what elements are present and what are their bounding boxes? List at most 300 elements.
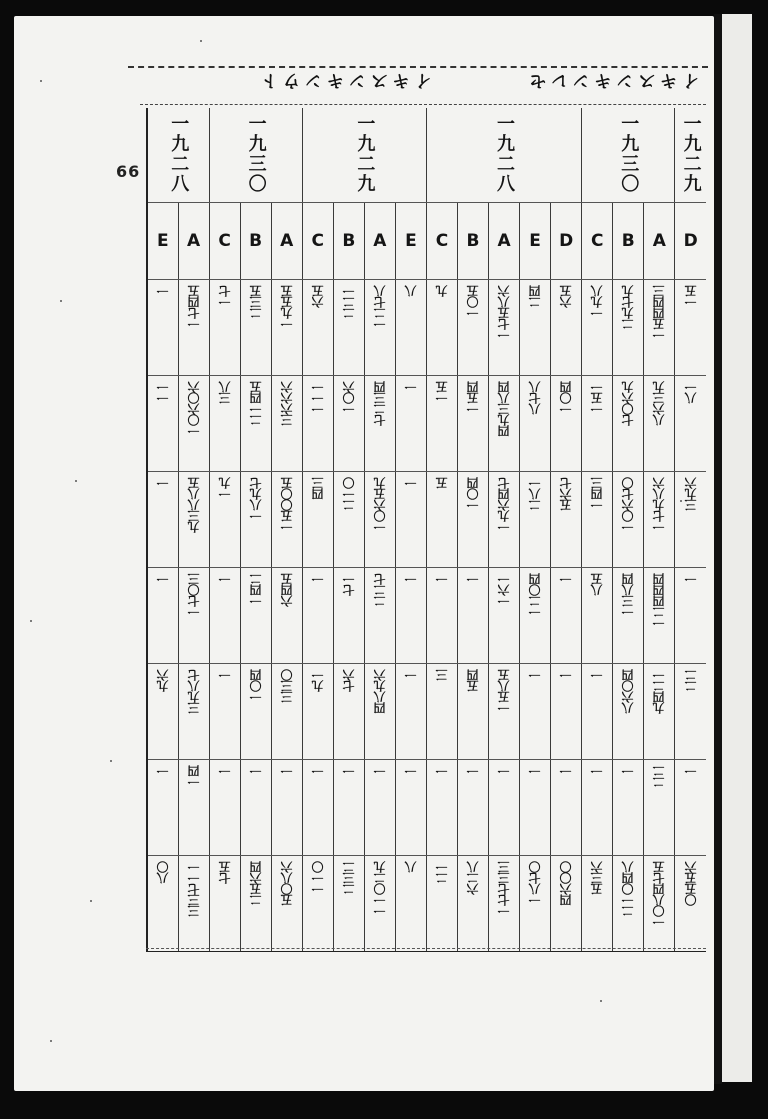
table-cell — [240, 568, 271, 664]
cell-value: 一 — [248, 766, 263, 777]
class-header-cell: E — [395, 203, 426, 280]
cell-value: 八七八 — [528, 382, 543, 415]
table-cell — [178, 856, 209, 952]
cell-value: 一九 — [217, 478, 232, 500]
table-cell — [364, 472, 395, 568]
table-cell — [426, 568, 457, 664]
cell-value: 一 — [372, 766, 387, 777]
table-cell — [551, 664, 582, 760]
table-cell — [147, 376, 178, 472]
table-cell — [551, 568, 582, 664]
cell-value: 一二〇四 — [528, 574, 543, 618]
cell-value: 五四 — [465, 670, 480, 692]
cell-value: 一 — [403, 478, 418, 489]
table-cell — [271, 472, 302, 568]
table-cell — [644, 472, 675, 568]
table-cell — [613, 664, 644, 760]
cell-value: 一四 — [186, 766, 201, 788]
table-cell — [675, 280, 706, 376]
cell-value: 八 — [403, 286, 418, 297]
cell-value: 一二七八 — [372, 286, 387, 330]
year-row — [147, 108, 706, 203]
table-cell — [489, 568, 520, 664]
cell-value: 一 — [683, 574, 698, 585]
cell-value: 一 — [279, 766, 294, 777]
cell-value: 五三六 — [590, 862, 605, 895]
cell-value: 一 — [683, 766, 698, 777]
cell-value: 一 — [217, 766, 232, 777]
paper-speck — [40, 80, 42, 82]
cell-value: 一 — [465, 766, 480, 777]
caption-right: イキスンキンレセ — [524, 70, 700, 90]
cell-value: 二一 — [434, 862, 449, 884]
table-cell — [426, 760, 457, 856]
year-label: 一九二八 — [168, 114, 190, 194]
table-cell — [520, 472, 551, 568]
cell-value: 三 — [434, 670, 449, 681]
cell-value: 一五八五 — [497, 670, 512, 714]
table-cell — [457, 664, 488, 760]
table-cell — [302, 472, 333, 568]
table-cell — [520, 856, 551, 952]
cell-value: 一 — [559, 670, 574, 681]
data-row — [147, 472, 706, 568]
table-cell — [613, 856, 644, 952]
table-cell — [644, 568, 675, 664]
table-cell — [426, 856, 457, 952]
table-cell — [426, 472, 457, 568]
table-cell — [209, 376, 240, 472]
table-cell — [395, 568, 426, 664]
table-cell — [209, 280, 240, 376]
class-header-cell: A — [364, 203, 395, 280]
cell-value: 一一〇 — [310, 862, 325, 895]
table-cell — [147, 664, 178, 760]
year-label: 一九二九 — [354, 114, 376, 194]
cell-value: 九六 — [155, 670, 170, 692]
table-cell — [271, 664, 302, 760]
cell-value: 七〇六九 — [621, 382, 636, 426]
table-cell — [644, 376, 675, 472]
cell-value: 四九三八四 — [497, 382, 512, 437]
class-row — [147, 203, 706, 280]
cell-value: 八〇 — [155, 862, 170, 884]
table-cell — [147, 760, 178, 856]
cell-value: 一五〇〇五 — [279, 478, 294, 533]
cell-value: 一〇六七〇 — [621, 478, 636, 533]
cell-value: 一五四 — [465, 382, 480, 415]
cell-value: 二一〇四八 — [621, 862, 636, 917]
table-cell — [520, 760, 551, 856]
table-cell — [147, 472, 178, 568]
paper-speck — [90, 900, 92, 902]
cell-value: 一四二 — [248, 574, 263, 607]
table-cell — [240, 664, 271, 760]
cell-value: 四六〇〇 — [559, 862, 574, 906]
cell-value: 二二 — [652, 766, 667, 788]
cell-value: 五六七 — [559, 478, 574, 511]
class-header-cell: C — [582, 203, 613, 280]
year-label: 一九二八 — [494, 114, 516, 194]
cell-value: 二一〇 — [341, 478, 356, 511]
table-cell — [302, 568, 333, 664]
table-cell — [364, 856, 395, 952]
table-cell — [395, 280, 426, 376]
cell-value: 八五 — [590, 574, 605, 596]
cell-value: 一〇六五九 — [372, 478, 387, 533]
cell-value: 〇五五六 — [683, 862, 698, 906]
cell-value: 一〇四 — [559, 382, 574, 415]
cell-value: 一 — [155, 766, 170, 777]
data-row — [147, 760, 706, 856]
cell-value: 二三五 — [248, 286, 263, 319]
cell-value: 三三〇 — [279, 670, 294, 703]
table-cell — [178, 280, 209, 376]
cell-value: 八六三九 — [652, 382, 667, 426]
class-header-cell: C — [302, 203, 333, 280]
book-spine — [714, 14, 722, 1084]
table-cell — [582, 472, 613, 568]
table-cell — [302, 376, 333, 472]
table-cell — [582, 856, 613, 952]
table-cell — [209, 568, 240, 664]
cell-value: 六二八 — [465, 862, 480, 895]
cell-value: 一八九七 — [248, 478, 263, 522]
class-header-cell: A — [178, 203, 209, 280]
table-cell — [147, 280, 178, 376]
paper-speck — [600, 1000, 602, 1002]
table-cell — [489, 472, 520, 568]
cell-value: 四八九六 — [372, 670, 387, 714]
cell-value: 六五 — [559, 286, 574, 308]
table-cell — [457, 376, 488, 472]
table-cell — [395, 664, 426, 760]
cell-value: 一 — [434, 766, 449, 777]
class-header-cell: D — [551, 203, 582, 280]
statistics-table — [146, 108, 706, 952]
cell-value: 一 — [559, 574, 574, 585]
class-header-cell: B — [613, 203, 644, 280]
table-cell — [333, 760, 364, 856]
year-label: 一九二九 — [680, 114, 702, 194]
data-row — [147, 568, 706, 664]
table-cell — [240, 376, 271, 472]
table-cell — [364, 376, 395, 472]
cell-value: 一五 — [434, 382, 449, 404]
cell-value: 二三二 — [341, 862, 356, 895]
table-cell — [302, 664, 333, 760]
table-cell — [613, 568, 644, 664]
table-cell — [426, 664, 457, 760]
table-cell — [457, 856, 488, 952]
caption-left: イキスンキンウト — [256, 70, 432, 90]
cell-value: 八一 — [683, 382, 698, 404]
cell-value: 一七四五 — [186, 286, 201, 330]
table-cell — [520, 376, 551, 472]
table-cell — [675, 376, 706, 472]
cell-value: 九三八八五 — [186, 478, 201, 533]
table-cell — [675, 664, 706, 760]
year-label: 一九三〇 — [618, 114, 640, 194]
table-cell — [489, 760, 520, 856]
table-cell — [240, 856, 271, 952]
table-cell — [520, 280, 551, 376]
cell-value: 八 — [403, 862, 418, 873]
data-row — [147, 280, 706, 376]
table-cell — [644, 280, 675, 376]
year-header-cell — [426, 108, 581, 203]
cell-value: 一九八 — [590, 286, 605, 319]
cell-value: 一 — [403, 574, 418, 585]
paper-speck — [60, 300, 62, 302]
class-header-cell: A — [271, 203, 302, 280]
cell-value: 一 — [155, 478, 170, 489]
cell-value: 一五一 — [590, 382, 605, 415]
cell-value: 一一 — [155, 382, 170, 404]
cell-value: 一 — [217, 574, 232, 585]
cell-value: 一五 — [683, 286, 698, 308]
year-label: 一九三〇 — [245, 114, 267, 194]
cell-value: 一三八四 — [621, 574, 636, 618]
table-cell — [209, 760, 240, 856]
table-cell — [271, 376, 302, 472]
paper-speck — [75, 480, 77, 482]
cell-value: 五〇八六 — [279, 862, 294, 906]
cell-value: 一 — [590, 766, 605, 777]
table-cell — [520, 568, 551, 664]
header-rule — [140, 104, 706, 105]
cell-value: 一 — [621, 766, 636, 777]
table-cell — [333, 856, 364, 952]
table-cell — [209, 856, 240, 952]
table-cell — [489, 664, 520, 760]
cell-value: 七六 — [341, 670, 356, 692]
cell-value: 一 — [528, 670, 543, 681]
cell-value: 一八七〇 — [528, 862, 543, 906]
table-cell — [644, 760, 675, 856]
table-cell — [271, 568, 302, 664]
cell-value: 七二三四 — [372, 382, 387, 426]
cell-value: 一 — [528, 766, 543, 777]
cell-value: 八六〇四 — [621, 670, 636, 714]
table-cell — [333, 568, 364, 664]
cell-value: 二五六四 — [248, 862, 263, 906]
table-cell — [364, 568, 395, 664]
data-row — [147, 856, 706, 952]
cell-value: 一一〇二九 — [372, 862, 387, 917]
table-cell — [240, 472, 271, 568]
table-cell — [178, 568, 209, 664]
class-header-cell: E — [147, 203, 178, 280]
cell-value: 六四五 — [279, 574, 294, 607]
table-cell — [178, 472, 209, 568]
cell-value: 一〇四 — [248, 670, 263, 703]
table-cell — [178, 376, 209, 472]
cell-value: 一七七三三 — [497, 862, 512, 917]
table-cell — [271, 856, 302, 952]
table-cell — [613, 280, 644, 376]
cell-value: 一七〇三 — [186, 574, 201, 618]
class-header-cell: C — [426, 203, 457, 280]
table-cell — [582, 664, 613, 760]
table-cell — [675, 760, 706, 856]
cell-value: 一 — [310, 766, 325, 777]
cell-value: 三三七一一 — [186, 862, 201, 917]
cell-value: 一 — [403, 766, 418, 777]
data-row — [147, 664, 706, 760]
cell-value: 一 — [497, 766, 512, 777]
cell-value: 一 — [559, 766, 574, 777]
cell-value: 一七五八六 — [497, 286, 512, 341]
year-header-cell — [675, 108, 706, 203]
table-cell — [489, 856, 520, 952]
table-cell — [457, 568, 488, 664]
table-cell — [178, 760, 209, 856]
table-cell — [582, 376, 613, 472]
table-cell — [271, 280, 302, 376]
cell-value: 二九七九 — [621, 286, 636, 330]
class-header-cell: E — [520, 203, 551, 280]
cell-value: 一六一 — [497, 574, 512, 607]
table-cell — [302, 856, 333, 952]
table-cell — [644, 664, 675, 760]
table-cell — [333, 472, 364, 568]
cell-value: 四三 — [310, 478, 325, 500]
table-cell — [613, 760, 644, 856]
table-cell — [457, 280, 488, 376]
cell-value: 一九五五 — [279, 286, 294, 330]
table-cell — [426, 280, 457, 376]
table-cell — [271, 760, 302, 856]
class-header-cell: A — [644, 203, 675, 280]
cell-value: 五 — [434, 478, 449, 489]
cell-value: 二八一 — [528, 478, 543, 511]
cell-value: 一 — [217, 670, 232, 681]
table-cell — [551, 856, 582, 952]
table-cell — [364, 664, 395, 760]
table-cell — [675, 472, 706, 568]
data-row — [147, 376, 706, 472]
cell-value: 一九六四七 — [497, 478, 512, 533]
year-header-cell — [147, 108, 209, 203]
year-header-cell — [582, 108, 675, 203]
cell-value: 一 — [341, 766, 356, 777]
table-cell — [582, 568, 613, 664]
cell-value: 一 — [310, 574, 325, 585]
table-cell — [364, 760, 395, 856]
cell-value: 二二七 — [372, 574, 387, 607]
table-cell — [489, 376, 520, 472]
cell-value: 一 — [155, 286, 170, 297]
table-cell — [582, 280, 613, 376]
table-cell — [489, 280, 520, 376]
cell-value: 七一 — [341, 574, 356, 596]
cell-value: 一〇六 — [341, 382, 356, 415]
cell-value: 二四 — [528, 286, 543, 308]
table-cell — [240, 760, 271, 856]
paper-speck — [110, 760, 112, 762]
cell-value: 一 — [434, 574, 449, 585]
cell-value: 六五 — [310, 286, 325, 308]
table-cell — [395, 472, 426, 568]
table-cell — [457, 472, 488, 568]
table-cell — [613, 472, 644, 568]
table-cell — [426, 376, 457, 472]
table-cell — [644, 856, 675, 952]
table-cell — [551, 760, 582, 856]
cell-value: 一 — [155, 574, 170, 585]
class-header-cell: B — [457, 203, 488, 280]
table-cell — [395, 376, 426, 472]
top-rule — [128, 66, 708, 68]
cell-value: 七五 — [217, 862, 232, 884]
cell-value: 一一一 — [310, 382, 325, 415]
class-header-cell: B — [333, 203, 364, 280]
bottom-rule — [146, 948, 706, 949]
class-header-cell: C — [209, 203, 240, 280]
table-cell — [209, 472, 240, 568]
cell-value: 一〇五 — [465, 286, 480, 319]
paper-speck — [30, 620, 32, 622]
cell-value: 一〇六〇六 — [186, 382, 201, 437]
cell-value: 一七九八六 — [652, 478, 667, 533]
table-cell — [333, 376, 364, 472]
page-number: 66 — [116, 162, 141, 181]
cell-value: 二一四五 — [248, 382, 263, 426]
class-header-cell: B — [240, 203, 271, 280]
table-cell — [551, 472, 582, 568]
table-cell — [613, 376, 644, 472]
cell-value: 一〇八四七五 — [652, 862, 667, 928]
cell-value: 一五四四三 — [652, 286, 667, 341]
class-header-cell: A — [489, 203, 520, 280]
cell-value: 三六六六 — [279, 382, 294, 426]
table-cell — [675, 856, 706, 952]
cell-value: 一 — [465, 574, 480, 585]
table-cell — [520, 664, 551, 760]
table-cell — [147, 856, 178, 952]
table-cell — [675, 568, 706, 664]
cell-value: 二二一 — [341, 286, 356, 319]
table-cell — [240, 280, 271, 376]
year-header-cell — [302, 108, 426, 203]
cell-value: 九一 — [310, 670, 325, 692]
cell-value: 一〇四 — [465, 478, 480, 511]
paper-speck — [50, 1040, 52, 1042]
table-cell — [395, 856, 426, 952]
table-cell — [395, 760, 426, 856]
table-cell — [178, 664, 209, 760]
cell-value: 一 — [403, 670, 418, 681]
table-cell — [333, 280, 364, 376]
cell-value: 一二四四四 — [652, 574, 667, 629]
cell-value: 一四三 — [590, 478, 605, 511]
table-cell — [333, 664, 364, 760]
table-cell — [582, 760, 613, 856]
cell-value: 一 — [403, 382, 418, 393]
table-cell — [209, 664, 240, 760]
paper-speck — [200, 40, 202, 42]
table-cell — [551, 280, 582, 376]
cell-value: 一七 — [217, 286, 232, 308]
table-cell — [457, 760, 488, 856]
cell-value: 九 — [434, 286, 449, 297]
cell-value: 二二 — [683, 670, 698, 692]
table-cell — [302, 760, 333, 856]
cell-value: 三八 — [217, 382, 232, 404]
cell-value: 三九六 — [683, 478, 698, 511]
table-cell — [147, 568, 178, 664]
